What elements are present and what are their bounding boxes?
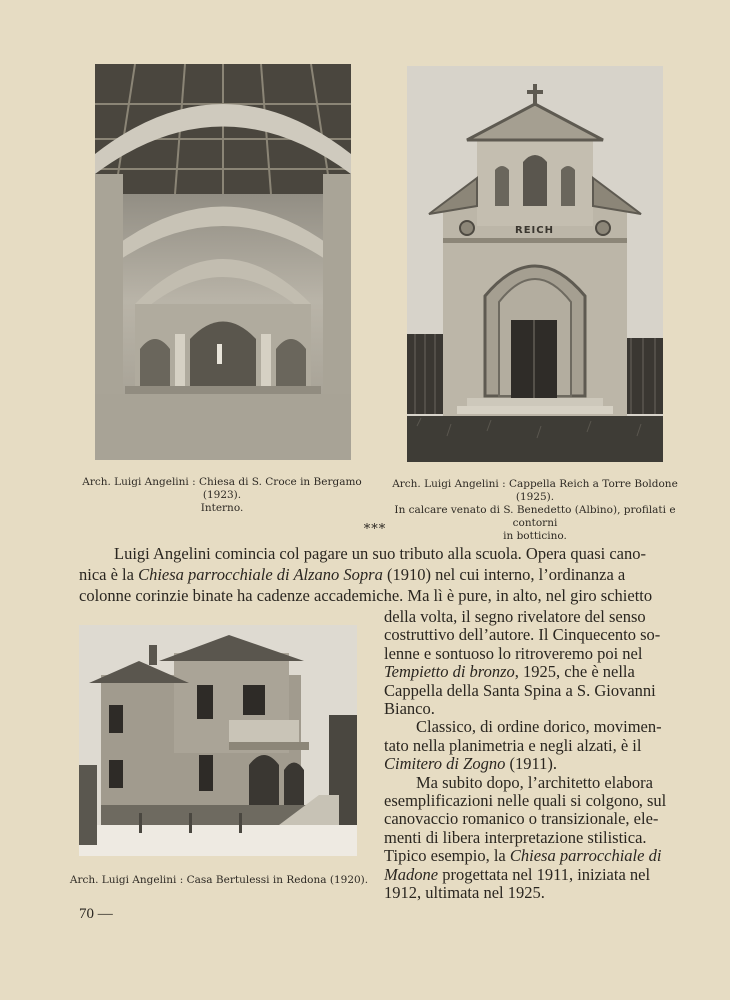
- section-separator: ***: [363, 522, 387, 537]
- body-line-13: Ma subito dopo, l’architetto elabora: [416, 773, 653, 792]
- body-line-5: costruttivo dell’autore. Il Cinquecento so-: [384, 625, 661, 644]
- body-line-14: esemplificazioni nelle quali si colgono, sul: [384, 791, 667, 810]
- body-line-19: 1912, ultimata nel 1925.: [384, 883, 545, 902]
- body-line-8: Cappella della Santa Spina a S. Giovanni: [384, 681, 656, 700]
- villa-exterior-photo: [79, 625, 357, 856]
- body-line-3: colonne corinzie binate ha cadenze accademiche. Ma lì è pure, in alto, nel giro schietto: [79, 586, 653, 605]
- body-line-12: Cimitero di Zogno (1911).: [384, 754, 557, 773]
- body-line-7: Tempietto di bronzo, 1925, che è nella: [384, 662, 635, 681]
- body-line-15: canovaccio romanico o transizionale, ele-: [384, 809, 659, 828]
- chapel-inscription: REICH: [515, 225, 554, 236]
- chapel-facade-photo: [407, 66, 663, 462]
- church-interior-photo: [95, 64, 351, 460]
- body-line-10: Classico, di ordine dorico, movimen-: [416, 717, 662, 736]
- body-line-1: Luigi Angelini comincia col pagare un suo tributo alla scuola. Opera quasi cano-: [114, 544, 646, 563]
- body-line-11: tato nella planimetria e negli alzati, è il: [384, 736, 642, 755]
- figure-1-caption: Arch. Luigi Angelini : Chiesa di S. Croce in Bergamo (1923). Interno.: [82, 476, 362, 514]
- body-line-16: menti di libera interpretazione stilistica.: [384, 828, 647, 847]
- body-line-17: Tipico esempio, la Chiesa parrocchiale di: [384, 846, 662, 865]
- figure-2-caption: Arch. Luigi Angelini : Cappella Reich a Torre Boldone (1925). In calcare venato di S. Benedetto (Albino), profilati e contorni in botticino.: [392, 478, 678, 542]
- body-line-9: Bianco.: [384, 699, 435, 718]
- body-line-18: Madone progettata nel 1911, iniziata nel: [384, 865, 651, 884]
- body-line-4: della volta, il segno rivelatore del senso: [384, 607, 646, 626]
- figure-3-caption: Arch. Luigi Angelini : Casa Bertulessi in Redona (1920).: [69, 874, 369, 886]
- page-number: 70 —: [79, 906, 113, 922]
- body-line-6: lenne e sontuoso lo ritroveremo poi nel: [384, 644, 643, 663]
- body-line-2: nica è la Chiesa parrocchiale di Alzano Sopra (1910) nel cui interno, l’ordinanza a: [79, 565, 626, 584]
